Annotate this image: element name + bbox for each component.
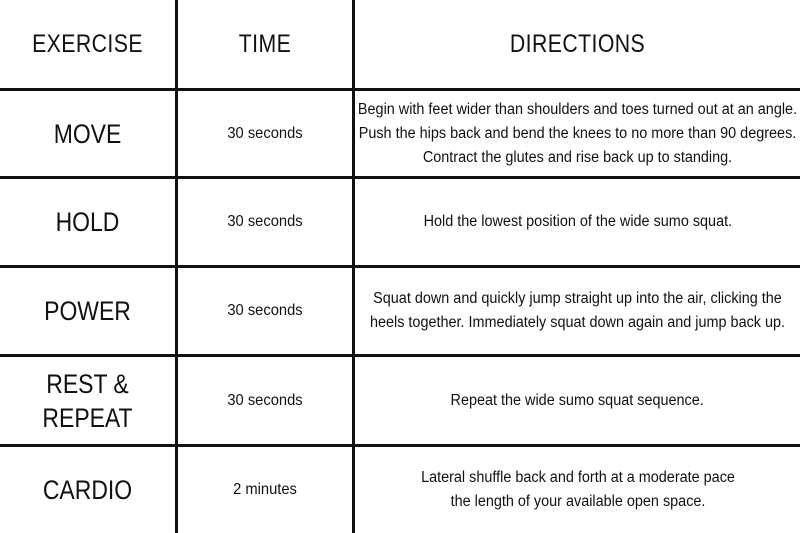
exercise-time: 2 minutes [233, 481, 297, 498]
exercise-name: POWER [44, 296, 131, 326]
exercise-directions [355, 268, 800, 354]
exercise-name: MOVE [53, 118, 122, 149]
directions-text: Squat down and quickly jump straight up into the air, clicking the heels together. Immediately squat down again and jump back up. [369, 290, 786, 331]
exercise-time: 30 seconds [227, 213, 303, 230]
directions-text: Lateral shuffle back and forth at a moderate pace the length of your available open space. [420, 469, 735, 510]
directions-text: Hold the lowest position of the wide sumo squat. [423, 213, 732, 230]
exercise-time: 30 seconds [227, 302, 303, 319]
exercise-name [13, 357, 162, 444]
directions-text: Begin with feet wider than shoulders and toes turned out at an angle. Push the hips back and bend the knees to no more than 90 degrees. Contract the glutes and rise back up to standing. [357, 100, 798, 166]
header-row [0, 0, 800, 88]
exercise-name: CARDIO [42, 475, 133, 505]
exercise-name-text: REST & REPEAT [42, 368, 133, 433]
exercise-directions [355, 447, 800, 533]
header-directions: DIRECTIONS [509, 29, 646, 58]
directions-text: Repeat the wide sumo squat sequence. [450, 391, 705, 409]
exercise-directions [355, 357, 800, 444]
exercise-time: 30 seconds [227, 391, 303, 409]
exercise-directions [355, 179, 800, 265]
header-exercise: EXERCISE [32, 29, 143, 58]
exercise-time: 30 seconds [227, 124, 303, 142]
header-time: TIME [238, 29, 292, 58]
exercise-directions [355, 91, 800, 176]
exercise-name: HOLD [55, 207, 120, 237]
